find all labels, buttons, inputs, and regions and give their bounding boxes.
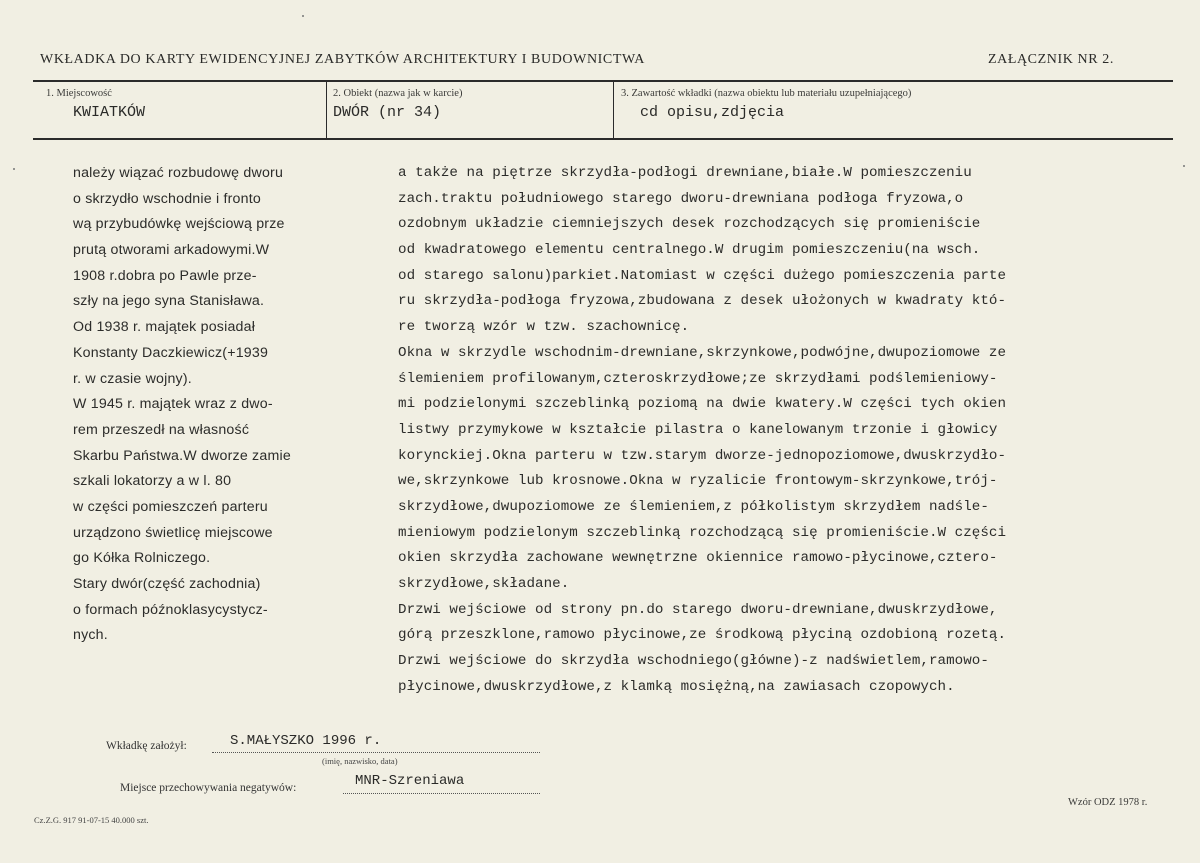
field-divider-2 <box>613 82 614 138</box>
negatives-label: Miejsce przechowywania negatywów: <box>120 782 297 794</box>
text-line: we,skrzynkowe lub krosnowe.Okna w ryzalicie frontowym-skrzynkowe,trój- <box>398 473 998 490</box>
text-line: Drzwi wejściowe do skrzydła wschodniego(główne)-z nadświetlem,ramowo- <box>398 653 989 670</box>
text-line: okien skrzydła zachowane wewnętrzne okiennice ramowo-płycinowe,cztero- <box>398 550 998 567</box>
contents-value: cd opisu,zdjęcia <box>640 104 785 121</box>
text-line: należy wiązać rozbudowę dworu <box>73 165 284 181</box>
text-line: w części pomieszczeń parteru <box>73 498 268 515</box>
text-line: urządzono świetlicę miejscowe <box>73 524 273 541</box>
paper-speck <box>13 168 15 170</box>
text-line: r. w czasie wojny). <box>73 370 192 387</box>
text-line: nych. <box>73 627 108 644</box>
negatives-value: MNR-Szreniawa <box>355 773 465 789</box>
text-line: szkali lokatorzy a w l. 80 <box>73 473 232 490</box>
sheet-title: WKŁADKA DO KARTY EWIDENCYJNEJ ZABYTKÓW ARCHITEKTURY I BUDOWNICTWA <box>40 52 645 67</box>
contents-label: 3. Zawartość wkładki (nazwa obiektu lub materiału uzupełniającego) <box>621 88 912 99</box>
negatives-dotted-line <box>343 793 540 794</box>
text-line: szły na jego syna Stanisława. <box>73 293 265 310</box>
text-line: re tworzą wzór w tzw. szachownicę. <box>398 319 690 336</box>
founder-dotted-line <box>212 752 540 753</box>
text-line: Skarbu Państwa.W dworze zamie <box>73 447 291 464</box>
print-code: Cz.Z.G. 917 91-07-15 40.000 szt. <box>34 815 149 825</box>
founder-hint: (imię, nazwisko, data) <box>322 756 398 766</box>
text-line: skrzydłowe,składane. <box>398 576 570 592</box>
text-line: korynckiej.Okna parteru w tzw.starym dworze-jednopoziomowe,dwuskrzydło- <box>398 447 1007 464</box>
text-line: mi podzielonymi szczeblinką poziomą na dwie kwatery.W części tych okien <box>398 396 1007 413</box>
text-line: ru skrzydła-podłoga fryzowa,zbudowana z desek ułożonych w kwadraty któ- <box>398 293 1007 310</box>
text-line: od starego salonu)parkiet.Natomiast w części dużego pomieszczenia parte <box>398 267 1007 284</box>
text-line: płycinowe,dwuskrzydłowe,z klamką mosiężną,na zawiasach czopowych. <box>398 678 955 695</box>
text-line: Okna w skrzydle wschodnim-drewniane,skrzynkowe,podwójne,dwupoziomowe ze <box>398 344 1007 361</box>
text-line: o formach późnoklasycystycz- <box>73 601 268 618</box>
form-model: Wzór ODZ 1978 r. <box>1068 797 1148 808</box>
text-line: wą przybudówkę wejściową prze <box>73 216 285 233</box>
locality-label: 1. Miejscowość <box>46 88 112 99</box>
text-line: Stary dwór(część zachodnia) <box>73 576 261 592</box>
right-text-column <box>398 161 1138 700</box>
text-line: górą przeszklone,ramowo płycinowe,ze środkową płyciną ozdobioną rozetą. <box>398 627 1007 644</box>
text-line: ozdobnym układzie ciemniejszych desek rozchodzących się promieniście <box>398 216 981 233</box>
object-label: 2. Obiekt (nazwa jak w karcie) <box>333 88 463 99</box>
attachment-number: ZAŁĄCZNIK NR 2. <box>987 52 1114 67</box>
text-line: zach.traktu południowego starego dworu-drewniana podłoga fryzowa,o <box>398 190 964 207</box>
locality-value: KWIATKÓW <box>73 104 146 121</box>
text-line: o skrzydło wschodnie i fronto <box>73 190 261 207</box>
text-line: od kwadratowego elementu centralnego.W drugim pomieszczeniu(na wsch. <box>398 242 981 259</box>
text-line: mieniowym podzielonym szczeblinką rozchodzącą się promieniście.W części <box>398 524 1007 541</box>
header-rule-bottom <box>33 138 1173 140</box>
header-rule-top <box>33 80 1173 82</box>
text-line: 1908 r.dobra po Pawle prze- <box>73 267 257 284</box>
text-line: prutą otworami arkadowymi.W <box>73 242 270 259</box>
left-text-column <box>73 161 353 649</box>
text-line: Konstanty Daczkiewicz(+1939 <box>73 344 269 361</box>
text-line: listwy przymykowe w kształcie pilastra o kanelowanym trzonie i głowicy <box>398 421 998 438</box>
paper-speck <box>302 15 304 17</box>
text-line: Drzwi wejściowe od strony pn.do starego dworu-drewniane,dwuskrzydłowe, <box>398 601 998 618</box>
text-line: rem przeszedł na własność <box>73 421 250 438</box>
text-line: skrzydłowe,dwupoziomowe ze ślemieniem,z półkolistym skrzydłem nadśle- <box>398 498 989 515</box>
object-value: DWÓR (nr 34) <box>333 104 442 121</box>
founder-label: Wkładkę założył: <box>106 740 187 752</box>
founder-value: S.MAŁYSZKO 1996 r. <box>230 733 382 749</box>
text-line: Od 1938 r. majątek posiadał <box>73 319 256 336</box>
text-line: go Kółka Rolniczego. <box>73 550 211 567</box>
text-line: W 1945 r. majątek wraz z dwo- <box>73 396 273 413</box>
field-divider-1 <box>326 82 327 138</box>
text-line: a także na piętrze skrzydła-podłogi drewniane,białe.W pomieszczeniu <box>398 165 972 181</box>
paper-speck <box>1183 165 1185 167</box>
text-line: ślemieniem profilowanym,czteroskrzydłowe;ze skrzydłami podślemieniowy- <box>398 370 998 387</box>
